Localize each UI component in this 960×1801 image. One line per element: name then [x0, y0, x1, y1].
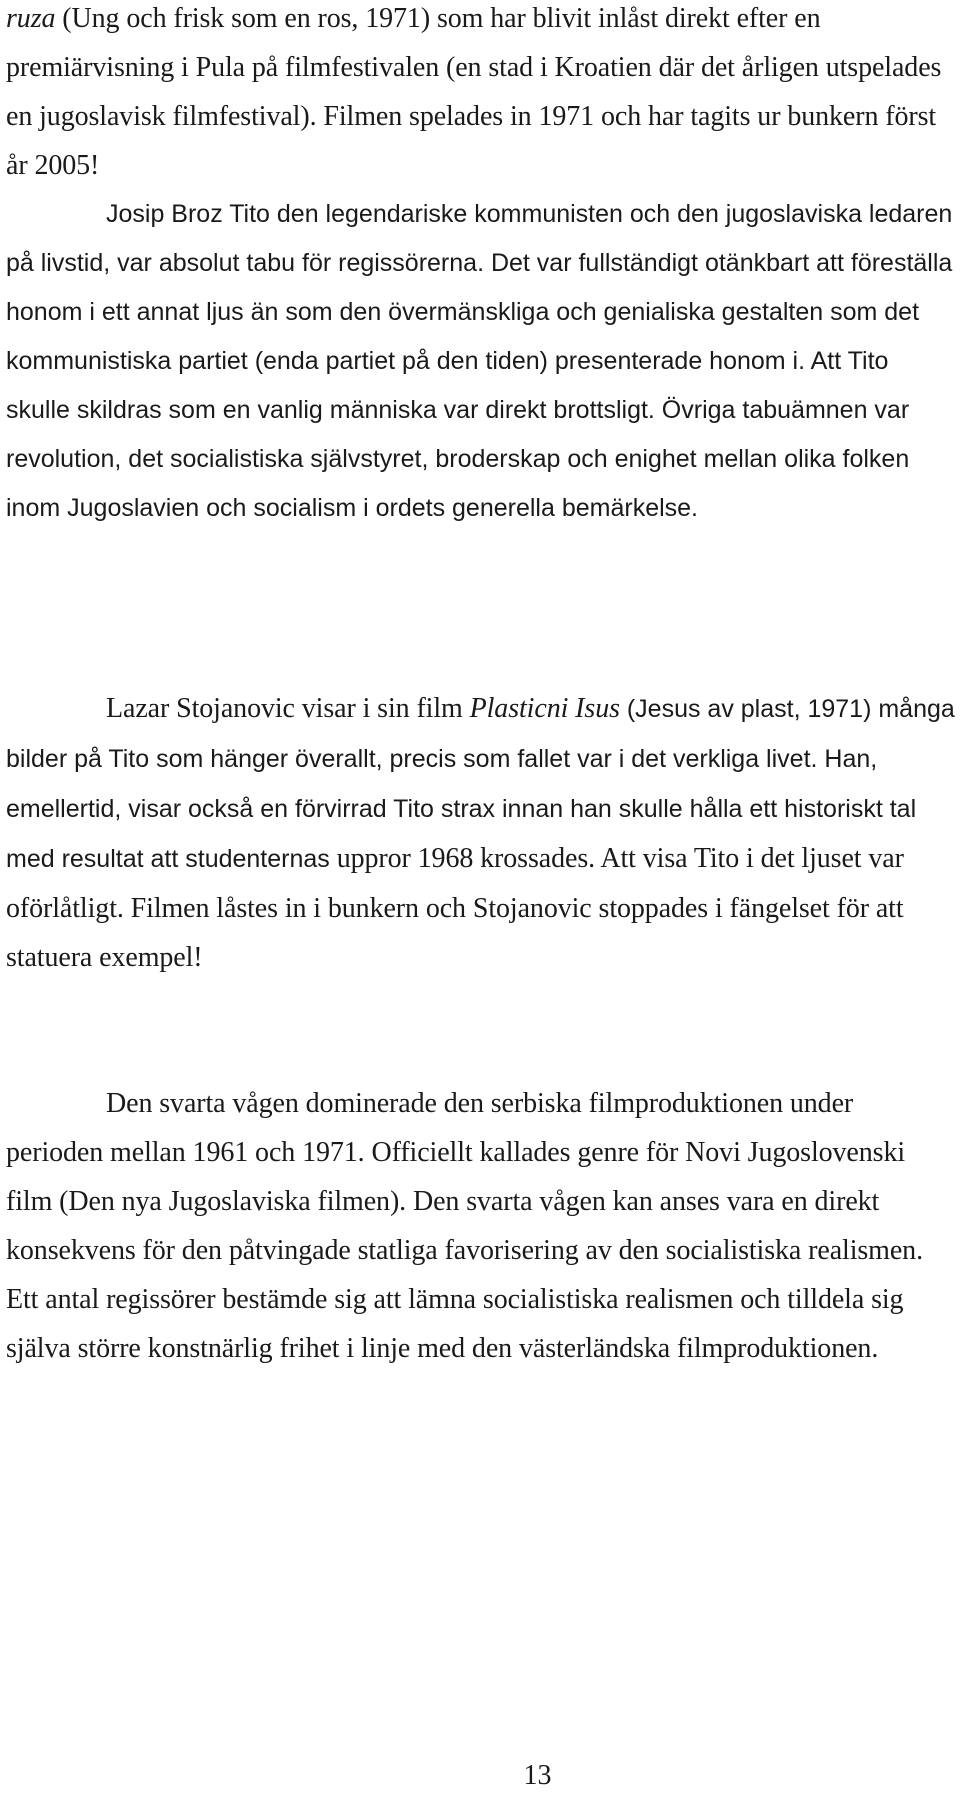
paragraph-2-text: Josip Broz Tito den legendariske kommunisten och den jugoslaviska ledaren på livstid, var absolut tabu för regissörerna. Det var fullständigt otänkbart att föreställa honom i ett annat ljus än som den övermänskliga och genialiska gestalten som det kommunistiska partiet (enda partiet på den tiden) presenterade honom i. Att Tito skulle skildras som en vanlig människa var direkt brottsligt. Övriga tabuämnen var revolution, det socialistiska självstyret, broderskap och enighet mellan olika folken inom Jugoslavien och socialism i ordets generella bemärkelse. [6, 200, 953, 522]
paragraph-3-serif-text: uppror 1968 krossades. Att visa Tito i det ljuset var oförlåtligt. Filmen låstes in i bunkern och Stojanovic stoppades i fängelset för att statuera exempel! [6, 843, 904, 973]
paragraph-1-text: (Ung och frisk som en ros, 1971) som har blivit inlåst direkt efter en premiärvisning i Pula på filmfestivalen (en stad i Kroatien där det årligen utspelades en jugoslavisk filmfestival). Filmen spelades in 1971 och har tagits ur bunkern först år 2005! [6, 3, 942, 181]
film-title-fragment: ruza [6, 3, 56, 34]
paragraph-4-text: Den svarta vågen dominerade den serbiska filmproduktionen under perioden mellan 1961 och 1971. Officiellt kallades genre för Novi Jugoslovenski film (Den nya Jugoslaviska filmen). Den svarta vågen kan anses vara en direkt konsekvens för den påtvingade statliga favorisering av den socialistiska realismen. Ett antal regissörer bestämde sig att lämna socialistiska realismen och tilldela sig själva större konstnärlig frihet i linje med den västerländska filmproduktionen. [6, 1088, 923, 1364]
page-number: 13 [523, 1760, 552, 1791]
film-title-plasticni-isus: Plasticni Isus [469, 693, 620, 724]
paragraph-2 [6, 190, 956, 533]
paragraph-3 [6, 684, 956, 982]
paragraph-4 [6, 1079, 956, 1373]
paragraph-3-intro: Lazar Stojanovic visar i sin film [106, 693, 470, 724]
paragraph-1 [6, 0, 956, 190]
paragraph-3-sans-text: (Jesus av plast, 1971) många bilder på Tito som hänger överallt, precis som fallet var i det verkliga livet. Han, emellertid, visar också en förvirrad Tito strax innan han skulle hålla ett historiskt tal med resultat att studenternas [6, 695, 955, 873]
